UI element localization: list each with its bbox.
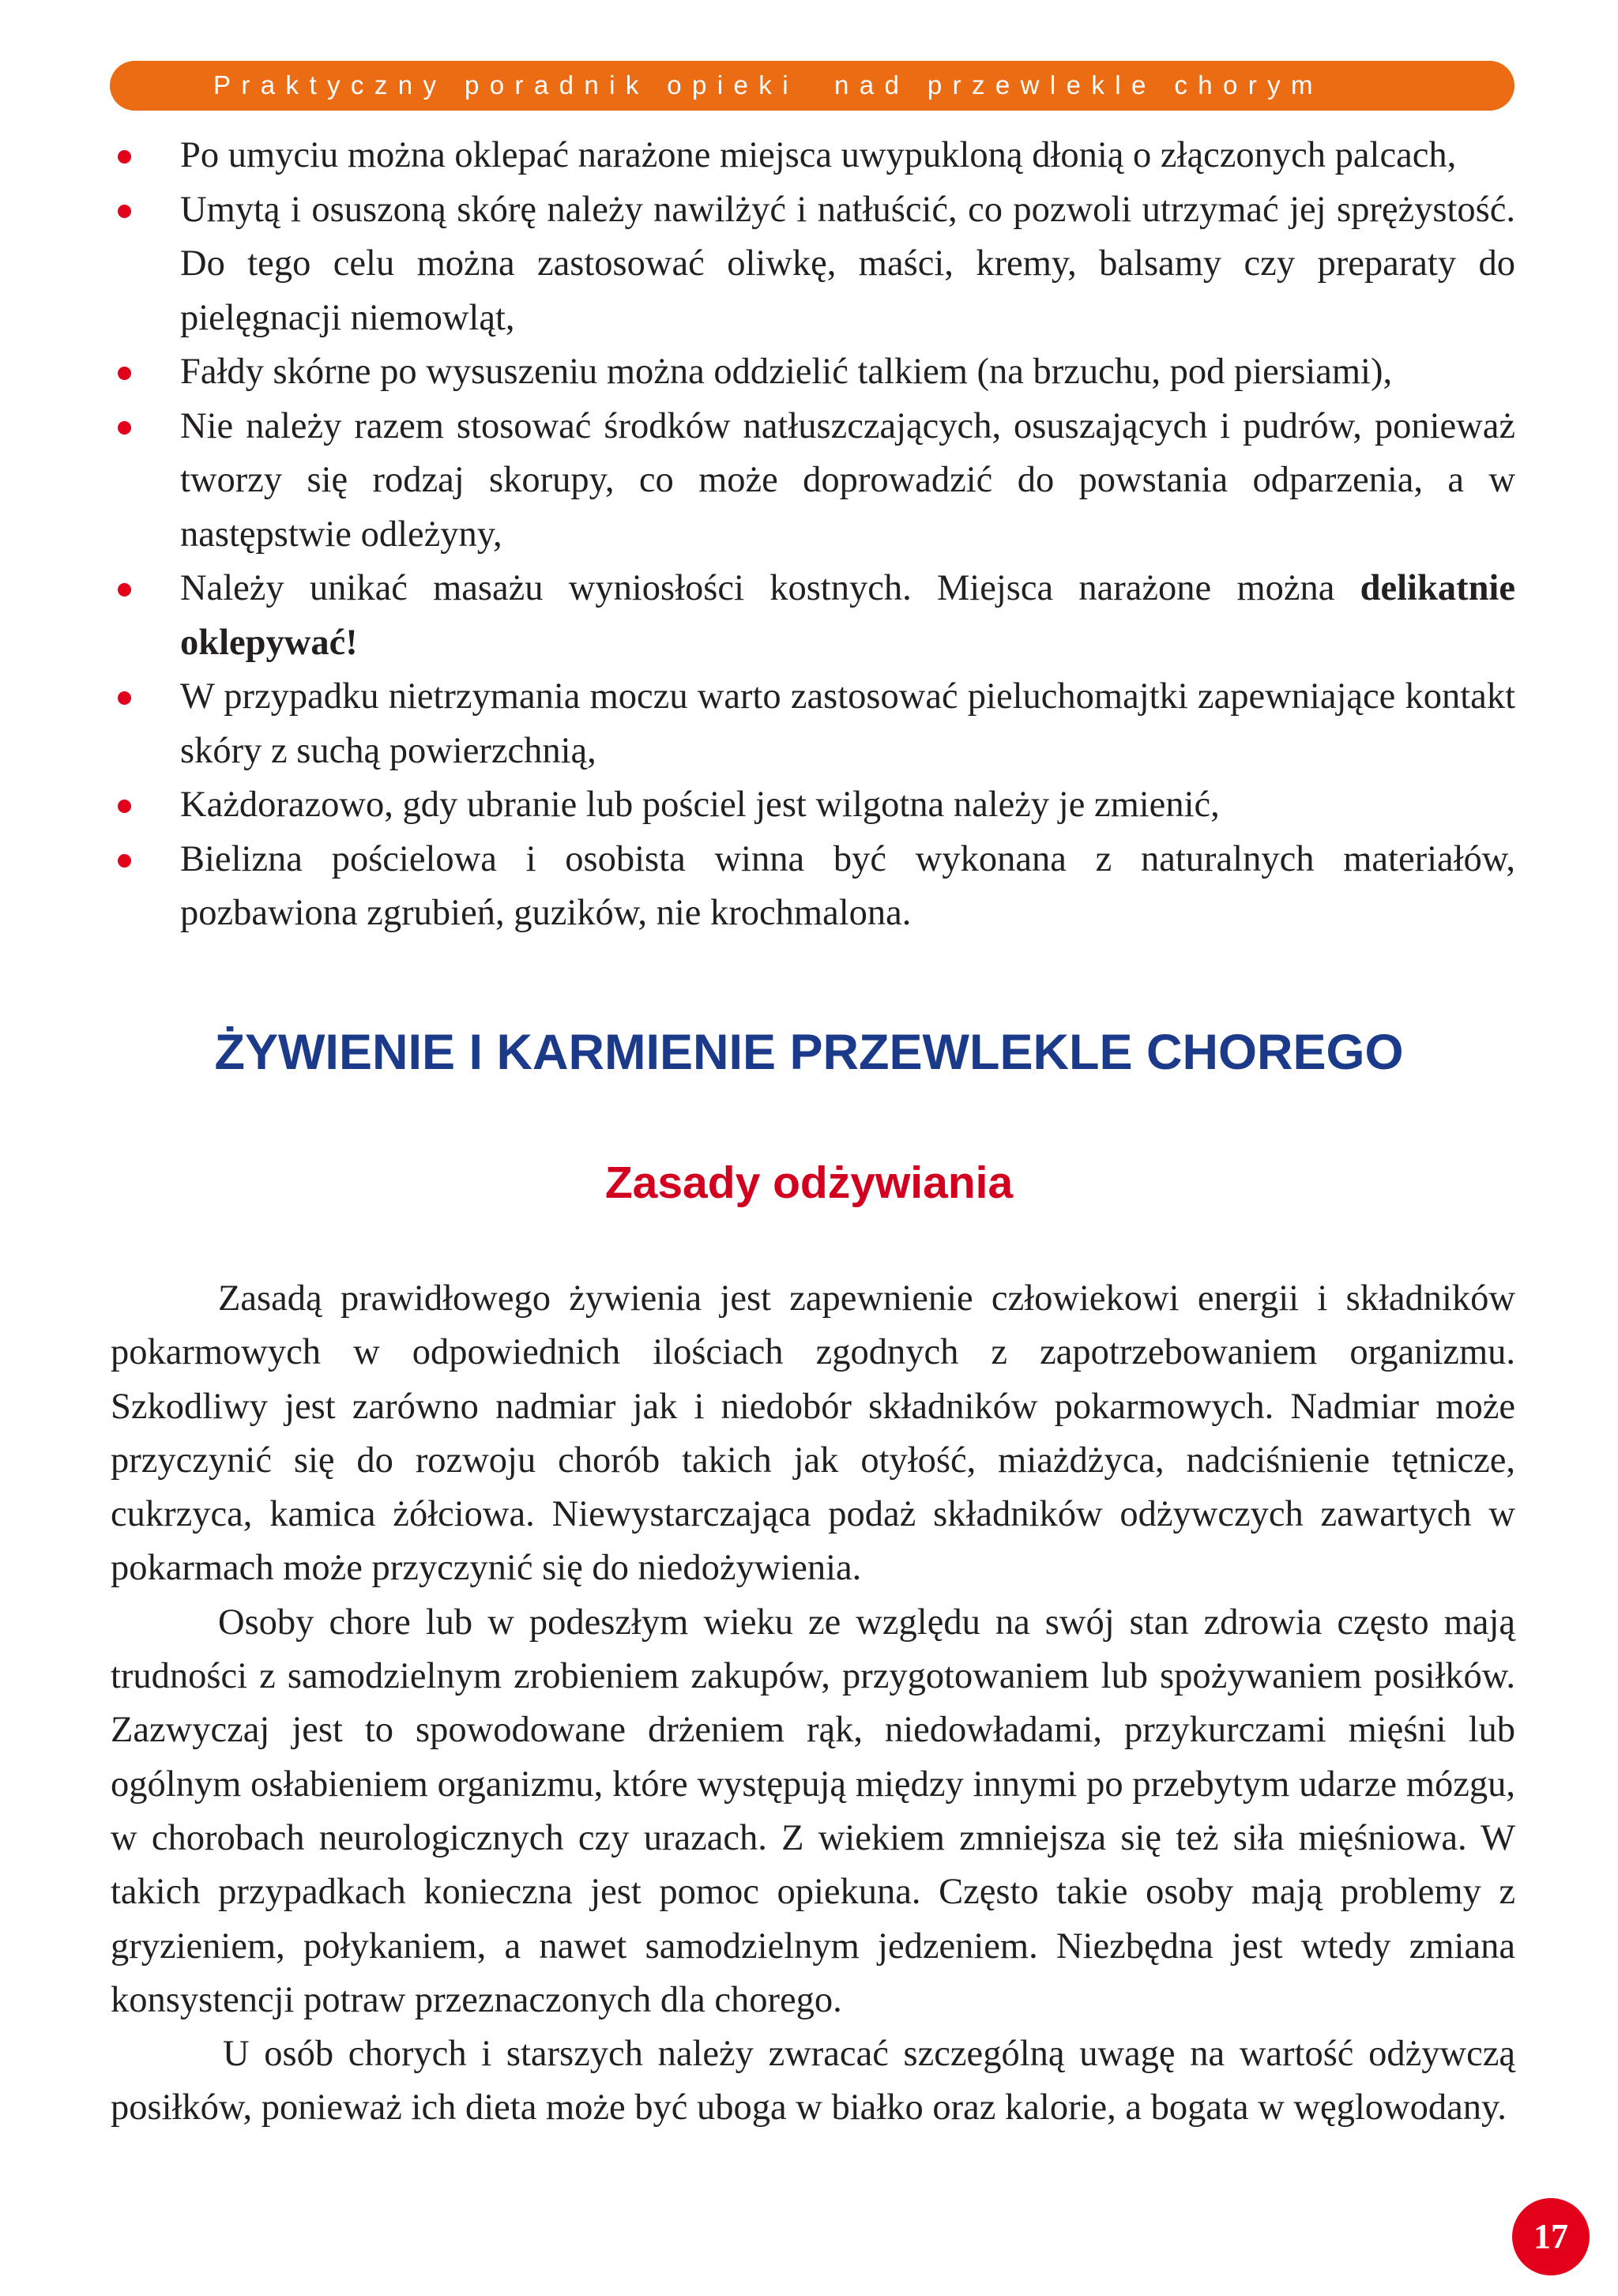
paragraph: U osób chorych i starszych należy zwracać szczególną uwagę na wartość odżywczą posiłków, ponieważ ich dieta może być uboga w białko oraz kalorie, a bogata w węglowodany. <box>111 2034 1515 2129</box>
paragraph: Zasadą prawidłowego żywienia jest zapewnienie człowiekowi energii i składników pokarmowych w odpowiednich ilościach zgodnych z zapotrzebowaniem organizmu. Szkodliwy jest zarówno nadmiar jak i niedobór składników pokarmowych. Nadmiar może przyczynić się do rozwoju chorób takich jak otyłość, miażdżyca, nadciśnienie tętnicze, cukrzyca, kamica żółciowa. Niewystarczająca podaż składników odżywczych zawartych w pokarmach może przyczynić się do niedożywienia. <box>111 1278 1515 1589</box>
bullet-dot-icon <box>118 583 131 597</box>
list-item-text: Należy unikać masażu wyniosłości kostnych. Miejsca narażone można <box>180 568 1360 608</box>
bullet-dot-icon <box>118 150 131 164</box>
list-item-text: W przypadku nietrzymania moczu warto zastosować pieluchomajtki zapewniające kontakt skóry z suchą powierzchnią, <box>180 676 1515 771</box>
list-item <box>111 129 1515 183</box>
list-item-text: Umytą i osuszoną skórę należy nawilżyć i natłuścić, co pozwoli utrzymać jej sprężystość. Do tego celu można zastosować oliwkę, maści, kremy, balsamy czy preparaty do pielęgnacji niemowląt, <box>180 189 1515 338</box>
page-number-badge: 17 <box>1512 2198 1590 2275</box>
list-item <box>111 778 1515 833</box>
list-item <box>111 670 1515 778</box>
section-subheading: Zasady odżywiania <box>604 1157 1014 1208</box>
bullet-dot-icon <box>118 421 131 435</box>
bullet-dot-icon <box>118 205 131 218</box>
bullet-dot-icon <box>118 854 131 868</box>
list-item-text: Bielizna pościelowa i osobista winna być wykonana z naturalnych materiałów, pozbawiona zgrubień, guzików, nie krochmalona. <box>180 838 1515 933</box>
care-tips-list <box>111 129 1515 941</box>
list-item-text: Każdorazowo, gdy ubranie lub pościel jest wilgotna należy je zmienić, <box>180 785 1220 825</box>
bullet-dot-icon <box>118 367 131 380</box>
list-item <box>111 345 1515 400</box>
list-item-emphasis: delikatnie oklepywać! <box>180 568 1515 663</box>
list-item <box>111 562 1515 670</box>
bullet-dot-icon <box>118 691 131 705</box>
list-item <box>111 833 1515 941</box>
running-header-bar <box>110 61 1515 111</box>
section-heading: ŻYWIENIE I KARMIENIE PRZEWLEKLE CHOREGO <box>214 1025 1404 1080</box>
list-item-text: Nie należy razem stosować środków natłuszczających, osuszających i pudrów, ponieważ tworzy się rodzaj skorupy, co może doprowadzić do powstania odparzenia, a w następstwie odleżyny, <box>180 405 1515 555</box>
paragraph: Osoby chore lub w podeszłym wieku ze względu na swój stan zdrowia często mają trudności z samodzielnym zrobieniem zakupów, przygotowaniem lub spożywaniem posiłków. Zazwyczaj jest to spowodowane drżeniem rąk, niedowładami, przykurczami mięśni lub ogólnym osłabieniem organizmu, które występują między innymi po przebytym udarze mózgu, w chorobach neurologicznych czy urazach. Z wiekiem zmniejsza się też siła mięśniowa. W takich przypadkach konieczna jest pomoc opiekuna. Często takie osoby mają problemy z gryzieniem, połykaniem, a nawet samodzielnym jedzeniem. Niezbędna jest wtedy zmiana konsystencji potraw przeznaczonych dla chorego. <box>111 1602 1515 2020</box>
bullet-dot-icon <box>118 800 131 813</box>
list-item <box>111 400 1515 563</box>
list-item <box>111 183 1515 346</box>
body-text <box>111 1272 1515 2136</box>
running-header-title: Praktyczny poradnik opieki nad przewlekle chorym <box>213 70 1323 100</box>
list-item-text: Po umyciu można oklepać narażone miejsca uwypukloną dłonią o złączonych palcach, <box>180 135 1457 175</box>
list-item-text: Fałdy skórne po wysuszeniu można oddzielić talkiem (na brzuchu, pod piersiami), <box>180 352 1393 392</box>
